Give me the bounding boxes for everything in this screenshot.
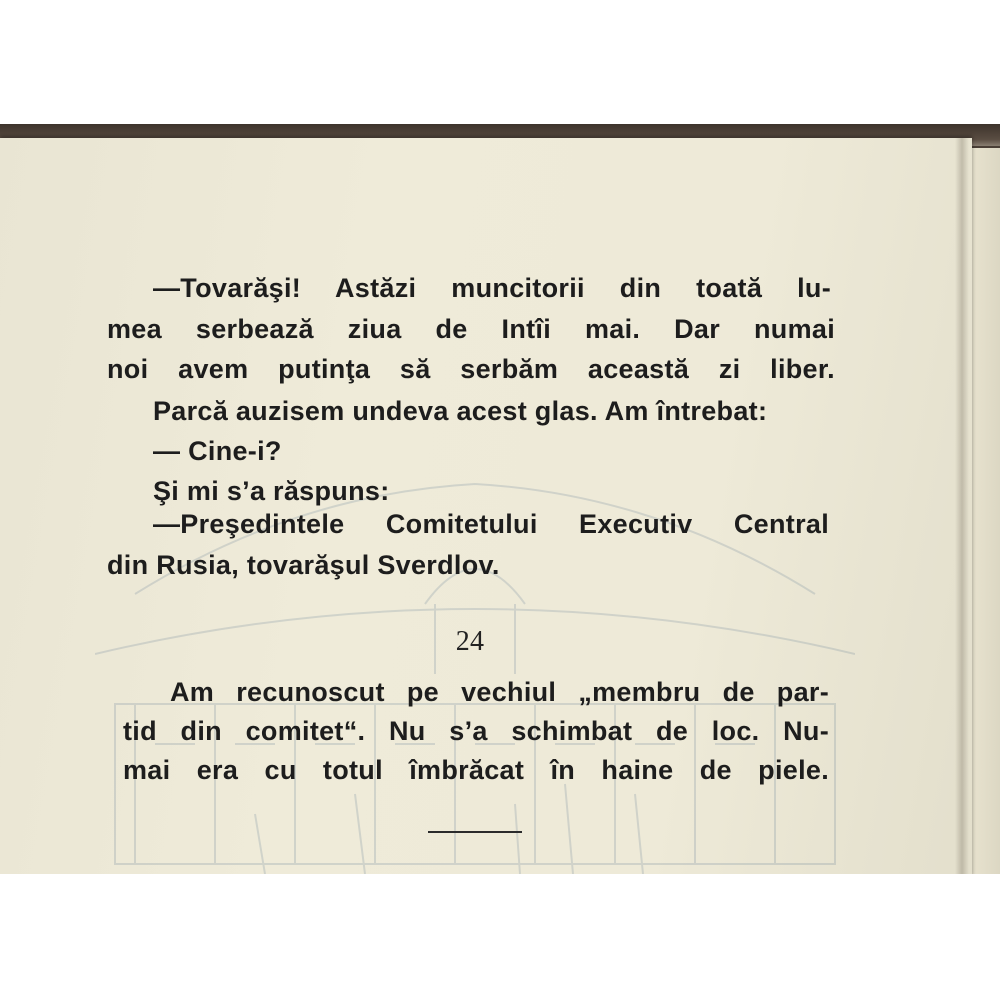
paragraph1-line1: —Tovarăşi! Astăzi muncitorii din toată lu- xyxy=(153,273,831,303)
answer-line1: —Preşedintele Comitetului Executiv Central xyxy=(153,509,829,539)
paragraph3-line2: tid din comitet“. Nu s’a schimbat de loc. Nu- xyxy=(123,716,829,746)
answer-line2: din Rusia, tovarăşul Sverdlov. xyxy=(107,550,500,580)
paragraph3-line3: mai era cu totul îmbrăcat în haine de piele. xyxy=(123,755,829,785)
paragraph2: Parcă auzisem undeva acest glas. Am întrebat: xyxy=(153,396,768,426)
paragraph1-line2: mea serbează ziua de Intîi mai. Dar numai xyxy=(107,314,835,344)
reply-intro: Şi mi s’a răspuns: xyxy=(153,476,390,506)
section-divider xyxy=(428,831,522,833)
paragraph1-line3: noi avem putinţa să serbăm această zi liber. xyxy=(107,354,835,384)
paragraph3-line1: Am recunoscut pe vechiul „membru de par- xyxy=(170,677,829,707)
page-number: 24 xyxy=(455,626,485,657)
question-line: — Cine-i? xyxy=(153,436,282,466)
